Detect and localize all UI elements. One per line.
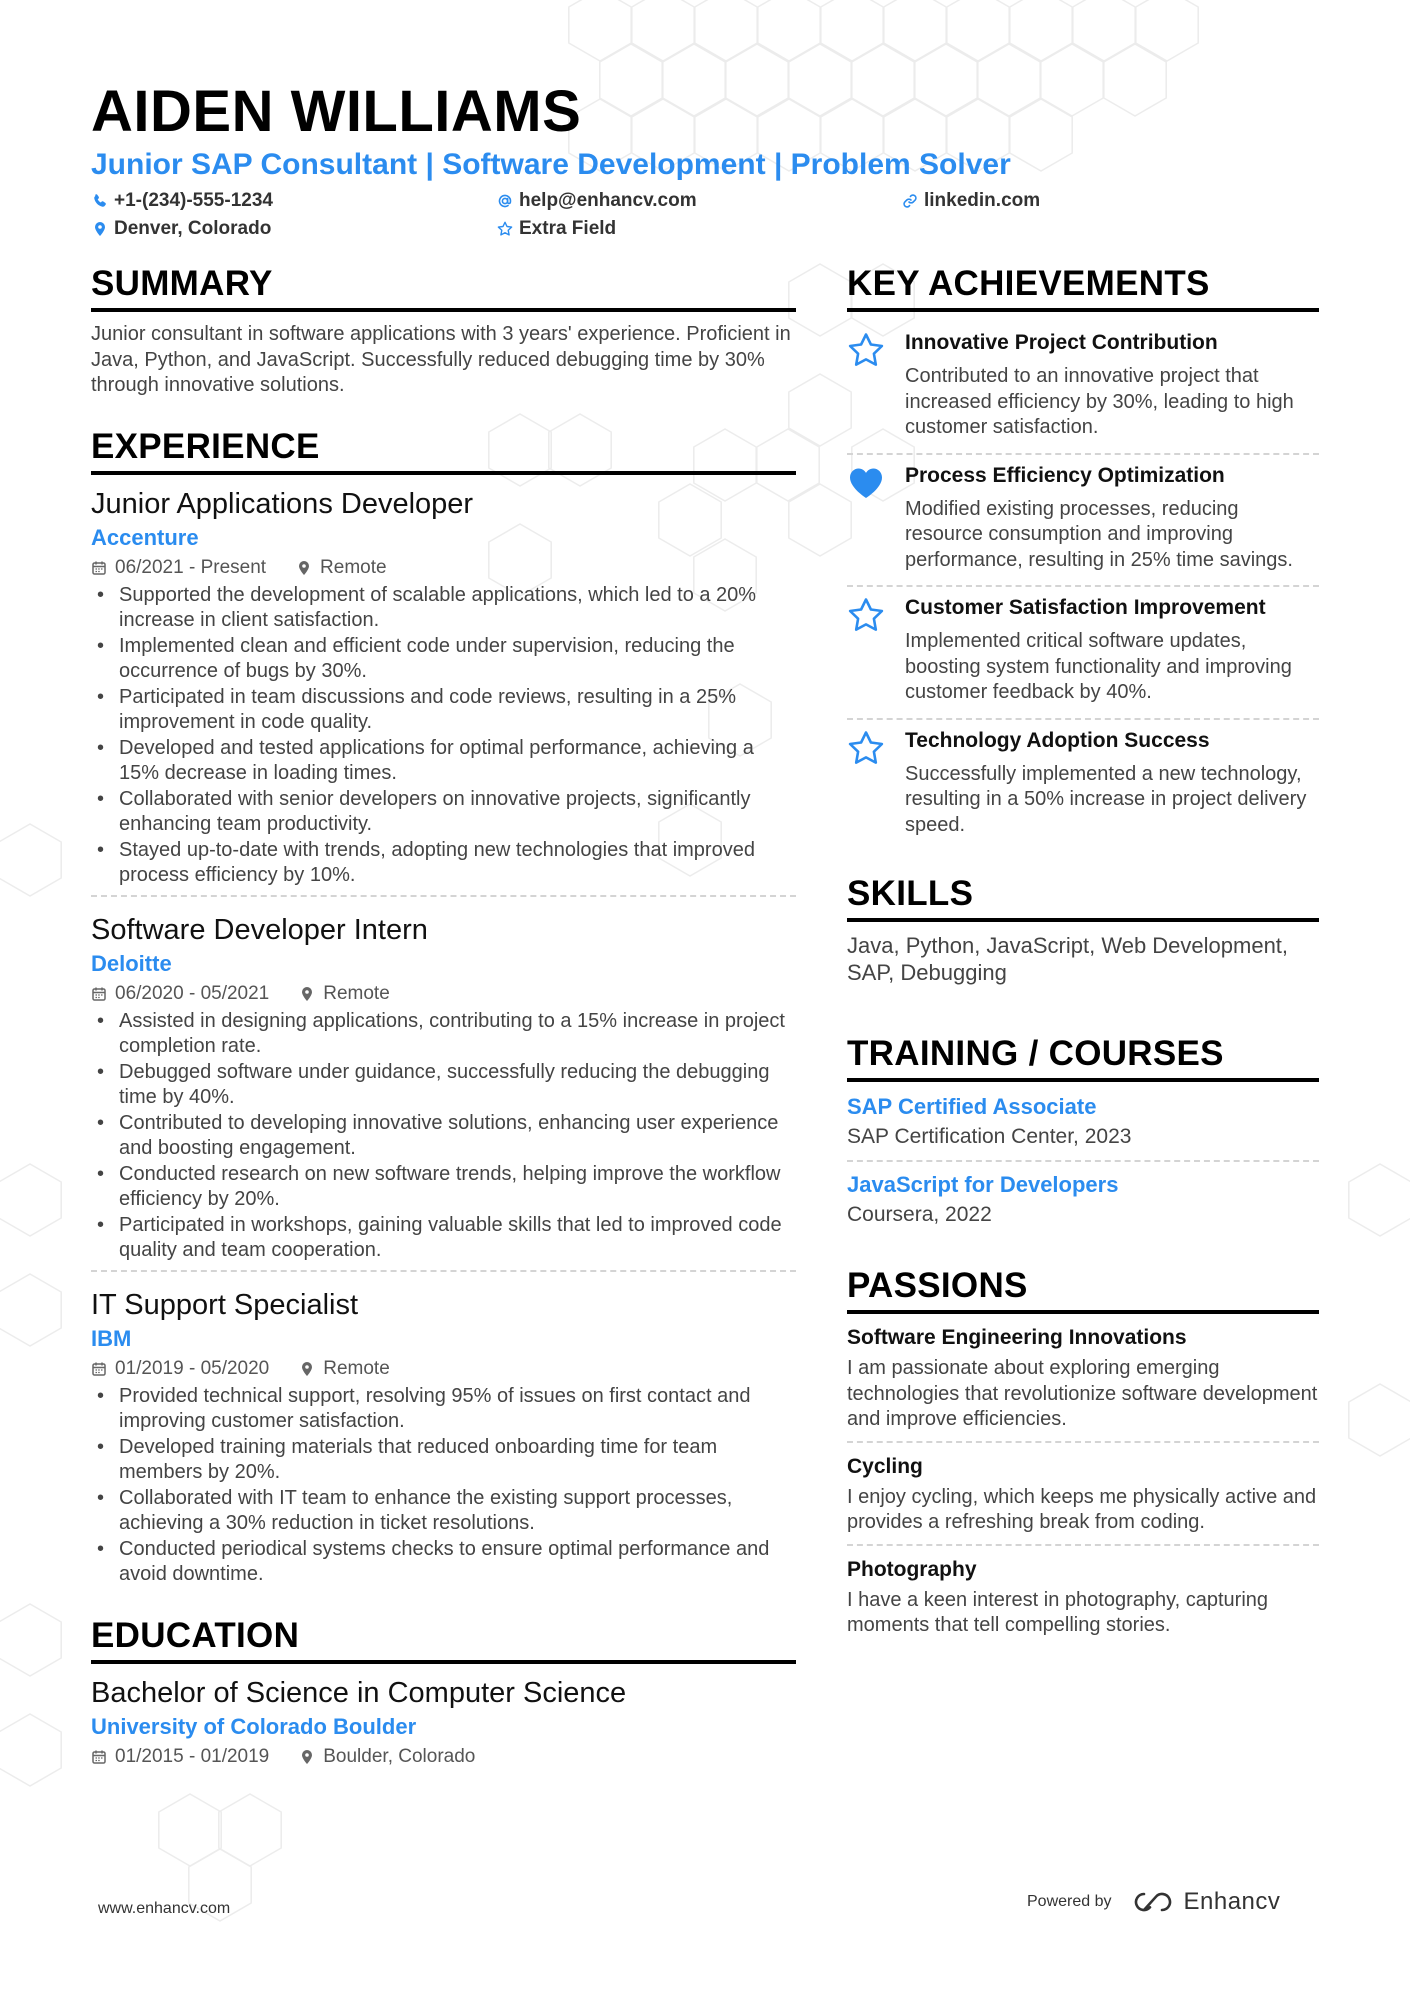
phone-icon [92, 193, 108, 209]
bullet-item: • Developed and tested applications for optimal performance, achieving a 15% decrease in loading times. [91, 736, 796, 787]
footer-branding[interactable] [1027, 1888, 1280, 1916]
contact-email[interactable] [497, 190, 697, 212]
job-bullets [91, 1009, 796, 1264]
education-dates: 01/2015 - 01/2019 [115, 1745, 270, 1767]
contact-location [92, 218, 271, 240]
bullet-item: • Conducted research on new software trends, helping improve the workflow efficiency by 20%. [91, 1162, 796, 1213]
link-icon [902, 193, 918, 209]
heart-icon [847, 465, 885, 501]
experience-heading: EXPERIENCE [91, 423, 796, 475]
skills-heading: SKILLS [847, 870, 1319, 922]
achievement-desc: Modified existing processes, reducing resource consumption and improving performance, resulting in 25% time savings. [905, 497, 1293, 571]
left-column [91, 260, 796, 1772]
contact-extra [497, 218, 616, 240]
star-icon [847, 597, 885, 633]
location-text: Denver, Colorado [114, 218, 272, 239]
calendar-icon [91, 986, 107, 1002]
education-entry [91, 1674, 796, 1772]
job-dates: 06/2021 - Present [115, 556, 267, 578]
enhancv-logo [1130, 1888, 1281, 1916]
bullet-item: • Developed training materials that reduced onboarding time for team members by 20%. [91, 1435, 796, 1486]
passion-title: Software Engineering Innovations [847, 1326, 1187, 1349]
linkedin-text: linkedin.com [924, 190, 1041, 211]
star-icon [847, 730, 885, 766]
achievement-desc: Successfully implemented a new technology, resulting in a 50% increase in project delivery speed. [905, 762, 1307, 836]
passion-item [847, 1556, 1319, 1647]
bullet-item: • Debugged software under guidance, successfully reducing the debugging time by 40%. [91, 1060, 796, 1111]
star-outline-icon [497, 221, 513, 237]
achievement-title: Innovative Project Contribution [905, 331, 1218, 354]
company-name: Accenture [91, 524, 199, 550]
candidate-tagline: Junior SAP Consultant | Software Development | Problem Solver [91, 148, 1011, 181]
summary-heading: SUMMARY [91, 260, 796, 312]
passion-desc: I enjoy cycling, which keeps me physically active and provides a refreshing break from coding. [847, 1485, 1317, 1533]
bullet-item: • Participated in workshops, gaining valuable skills that led to improved code quality and team cooperation. [91, 1213, 796, 1264]
job-location: Remote [323, 1357, 390, 1379]
phone-text: +1-(234)-555-1234 [114, 190, 273, 211]
passion-item [847, 1324, 1319, 1443]
experience-entry-ibm [91, 1286, 796, 1594]
bullet-item: • Contributed to developing innovative solutions, enhancing user experience and boosting engagement. [91, 1111, 796, 1162]
job-meta [91, 1354, 796, 1384]
company-name: Deloitte [91, 950, 172, 976]
achievement-title: Process Efficiency Optimization [905, 463, 1225, 487]
summary-text: Junior consultant in software applications with 3 years' experience. Proficient in Java, Python, and JavaScript. Successfully reduced debugging time by 30% through innovative solutions. [91, 323, 791, 396]
passion-item [847, 1453, 1319, 1546]
at-icon [497, 193, 513, 209]
passion-desc: I have a keen interest in photography, capturing moments that tell compelling stories. [847, 1588, 1269, 1636]
achievement-title: Customer Satisfaction Improvement [905, 596, 1266, 619]
job-bullets [91, 583, 796, 889]
location-pin-icon [92, 221, 108, 237]
achievement-item [847, 587, 1319, 720]
job-bullets [91, 1384, 796, 1588]
job-title: Software Developer Intern [91, 913, 428, 946]
location-pin-icon [299, 1361, 315, 1377]
bullet-item: • Collaborated with IT team to enhance the existing support processes, achieving a 30% reduction in ticket resolutions. [91, 1486, 796, 1537]
skills-text: Java, Python, JavaScript, Web Development, SAP, Debugging [847, 933, 1289, 985]
passion-desc: I am passionate about exploring emerging technologies that revolutionize software development and improve efficiencies. [847, 1357, 1318, 1430]
passion-title: Photography [847, 1557, 977, 1581]
job-meta [91, 979, 796, 1009]
job-location: Remote [323, 982, 390, 1004]
bullet-item: • Participated in team discussions and code reviews, resulting in a 25% improvement in code quality. [91, 685, 796, 736]
course-item [847, 1092, 1319, 1162]
job-dates: 06/2020 - 05/2021 [115, 982, 270, 1004]
location-pin-icon [299, 1749, 315, 1765]
footer-website[interactable]: www.enhancv.com [98, 1900, 231, 1917]
achievement-desc: Implemented critical software updates, boosting system functionality and improving customer feedback by 40%. [905, 630, 1292, 703]
location-pin-icon [299, 986, 315, 1002]
course-item [847, 1170, 1319, 1238]
calendar-icon [91, 560, 107, 576]
job-dates: 01/2019 - 05/2020 [115, 1357, 270, 1379]
enhancv-logo-icon [1130, 1890, 1176, 1914]
email-text: help@enhancv.com [519, 190, 697, 211]
education-heading: EDUCATION [91, 1612, 796, 1664]
job-meta [91, 553, 796, 583]
course-title: SAP Certified Associate [847, 1094, 1097, 1119]
bullet-item: • Supported the development of scalable applications, which led to a 20% increase in client satisfaction. [91, 583, 796, 634]
extra-field-text: Extra Field [519, 218, 617, 239]
bullet-item: • Implemented clean and efficient code under supervision, reducing the occurrence of bugs by 30%. [91, 634, 796, 685]
course-provider: Coursera, 2022 [847, 1203, 992, 1226]
contact-linkedin[interactable] [902, 190, 1040, 212]
powered-by-text: Powered by [1027, 1893, 1112, 1910]
brand-name: Enhancv [1183, 1888, 1281, 1915]
course-title: JavaScript for Developers [847, 1172, 1119, 1197]
school-name: University of Colorado Boulder [91, 1713, 417, 1739]
company-name: IBM [91, 1325, 132, 1351]
training-heading: TRAINING / COURSES [847, 1030, 1319, 1082]
achievement-item [847, 455, 1319, 588]
key-achievements-heading: KEY ACHIEVEMENTS [847, 260, 1319, 312]
bullet-item: • Collaborated with senior developers on innovative projects, significantly enhancing team productivity. [91, 787, 796, 838]
candidate-name: AIDEN WILLIAMS [91, 79, 582, 144]
calendar-icon [91, 1749, 107, 1765]
job-title: IT Support Specialist [91, 1288, 359, 1321]
education-location: Boulder, Colorado [323, 1745, 476, 1767]
contact-phone[interactable] [92, 190, 273, 212]
achievement-item [847, 720, 1319, 851]
bullet-item: • Provided technical support, resolving 95% of issues on first contact and improving customer satisfaction. [91, 1384, 796, 1435]
location-pin-icon [296, 560, 312, 576]
achievement-item [847, 322, 1319, 455]
star-icon [847, 332, 885, 368]
bullet-item: • Assisted in designing applications, contributing to a 15% increase in project completion rate. [91, 1009, 796, 1060]
passions-heading: PASSIONS [847, 1262, 1319, 1314]
degree-title: Bachelor of Science in Computer Science [91, 1676, 627, 1709]
achievement-desc: Contributed to an innovative project that increased efficiency by 30%, leading to high customer satisfaction. [905, 365, 1294, 438]
experience-entry-deloitte [91, 911, 796, 1272]
calendar-icon [91, 1361, 107, 1377]
passion-title: Cycling [847, 1454, 923, 1478]
right-column [847, 260, 1319, 1657]
experience-entry-accenture [91, 485, 796, 897]
course-provider: SAP Certification Center, 2023 [847, 1125, 1132, 1148]
achievement-title: Technology Adoption Success [905, 728, 1210, 752]
job-title: Junior Applications Developer [91, 487, 474, 520]
bullet-item: • Stayed up-to-date with trends, adopting new technologies that improved process efficiency by 10%. [91, 838, 796, 889]
bullet-item: • Conducted periodical systems checks to ensure optimal performance and avoid downtime. [91, 1537, 796, 1588]
education-meta [91, 1742, 796, 1772]
job-location: Remote [320, 556, 387, 578]
